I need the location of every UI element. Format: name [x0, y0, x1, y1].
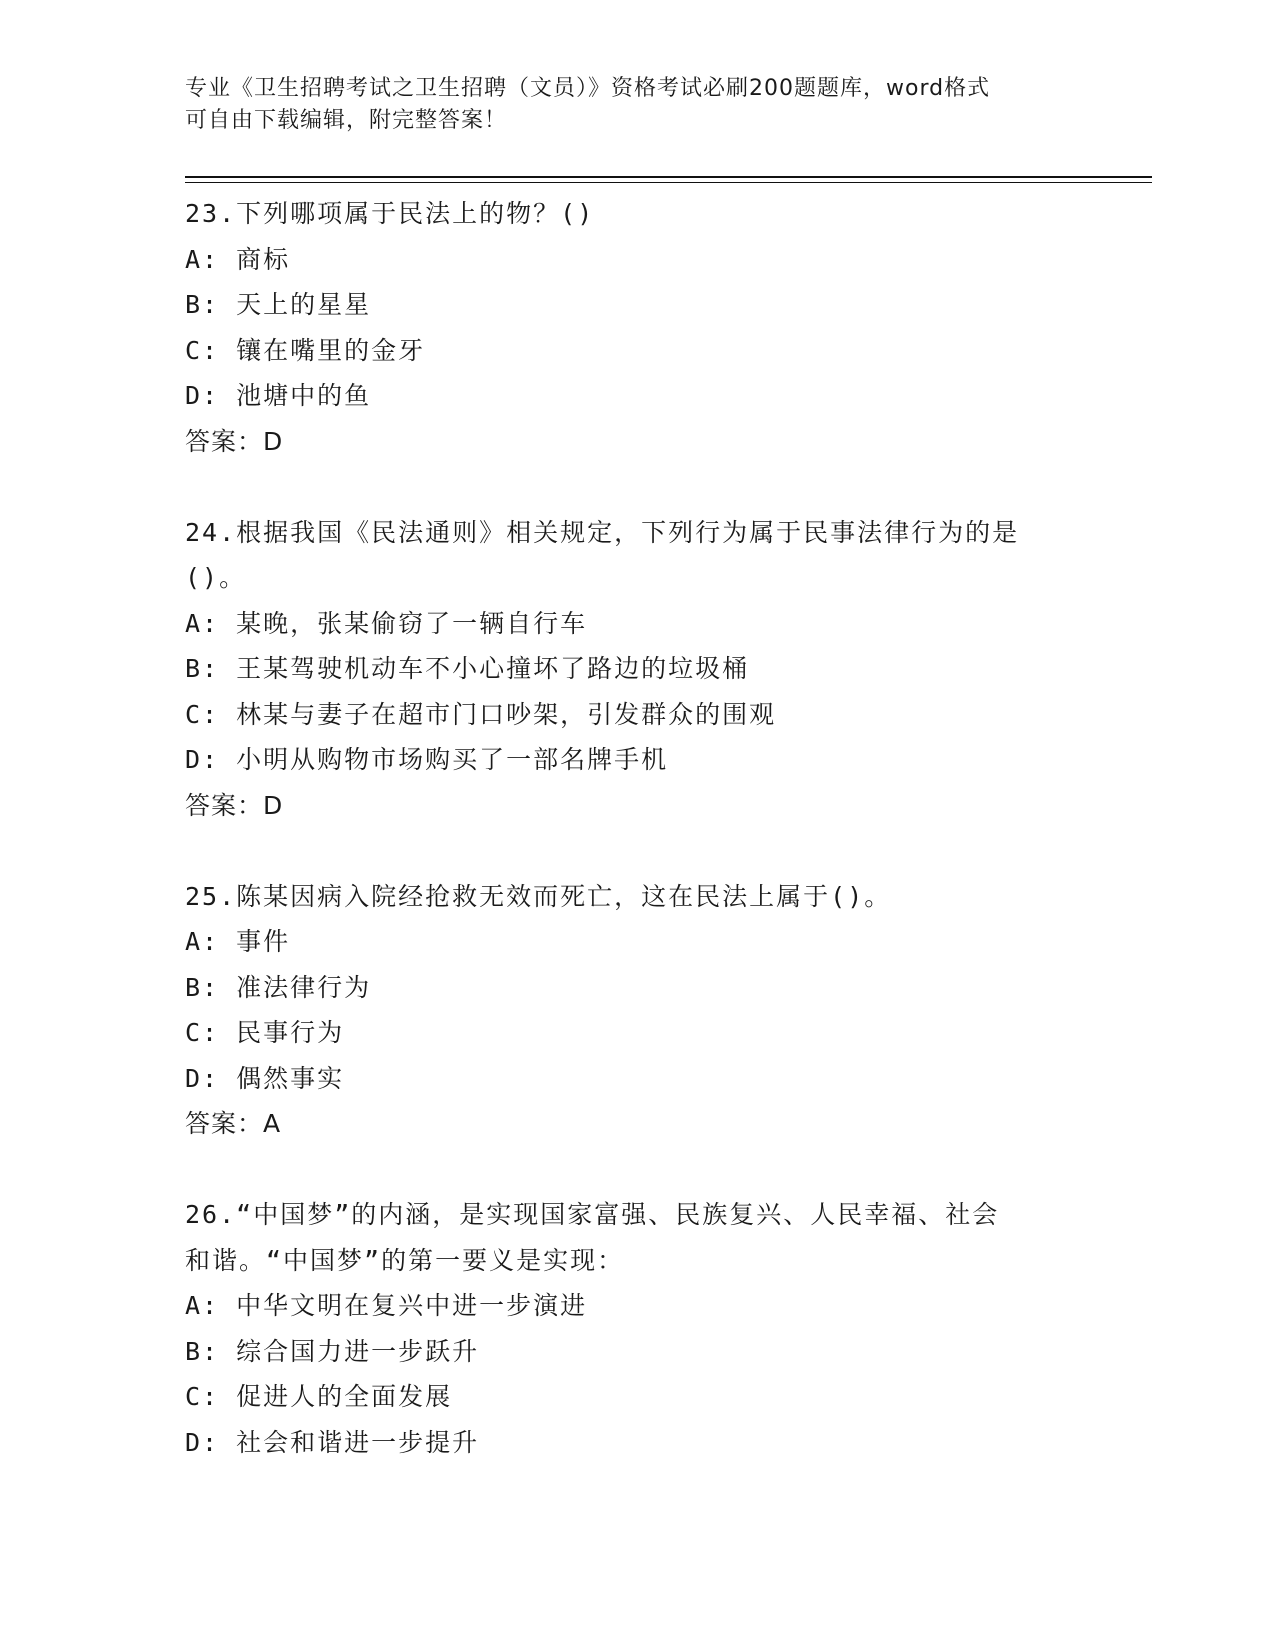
option-d: D: 社会和谐进一步提升 — [185, 1427, 480, 1457]
option-d: D: 小明从购物市场购买了一部名牌手机 — [185, 745, 669, 774]
answer-line: 答案：D — [185, 426, 284, 456]
question-list — [185, 191, 1085, 1465]
question-23 — [185, 191, 1085, 464]
option-a: A: 商标 — [185, 244, 291, 274]
option-c: C: 镶在嘴里的金牙 — [185, 335, 426, 365]
answer-line: 答案：A — [185, 1109, 282, 1138]
option-b: B: 天上的星星 — [185, 290, 372, 319]
question-25 — [185, 874, 1085, 1147]
answer-line: 答案：D — [185, 790, 284, 820]
header-line-1: 专业《卫生招聘考试之卫生招聘（文员）》资格考试必刷200题题库，word格式 — [185, 76, 991, 101]
option-c: C: 民事行为 — [185, 1018, 345, 1047]
question-stem-continued: 和谐。“中国梦”的第一要义是实现： — [185, 1245, 625, 1275]
option-d: D: 池塘中的鱼 — [185, 381, 372, 410]
question-stem: 24.根据我国《民法通则》相关规定，下列行为属于民事法律行为的是 — [185, 517, 1020, 547]
option-a: A: 中华文明在复兴中进一步演进 — [185, 1291, 588, 1320]
option-b: B: 准法律行为 — [185, 972, 372, 1002]
question-stem: 25.陈某因病入院经抢救无效而死亡，这在民法上属于()。 — [185, 881, 892, 911]
document-header — [185, 73, 1065, 137]
question-24 — [185, 510, 1085, 829]
question-stem: 23.下列哪项属于民法上的物？() — [185, 199, 595, 228]
option-a: A: 事件 — [185, 927, 291, 956]
option-c: C: 促进人的全面发展 — [185, 1382, 453, 1411]
header-divider-thick — [185, 176, 1152, 178]
header-line-2: 可自由下载编辑，附完整答案！ — [185, 108, 508, 133]
option-b: B: 综合国力进一步跃升 — [185, 1336, 480, 1366]
option-b: B: 王某驾驶机动车不小心撞坏了路边的垃圾桶 — [185, 654, 750, 683]
option-a: A: 某晚，张某偷窃了一辆自行车 — [185, 608, 588, 638]
question-26 — [185, 1192, 1085, 1465]
question-stem-continued: ()。 — [185, 563, 247, 592]
question-stem: 26.“中国梦”的内涵，是实现国家富强、民族复兴、人民幸福、社会 — [185, 1200, 1000, 1229]
option-c: C: 林某与妻子在超市门口吵架，引发群众的围观 — [185, 699, 777, 729]
header-divider-thin — [185, 182, 1152, 183]
option-d: D: 偶然事实 — [185, 1063, 345, 1093]
